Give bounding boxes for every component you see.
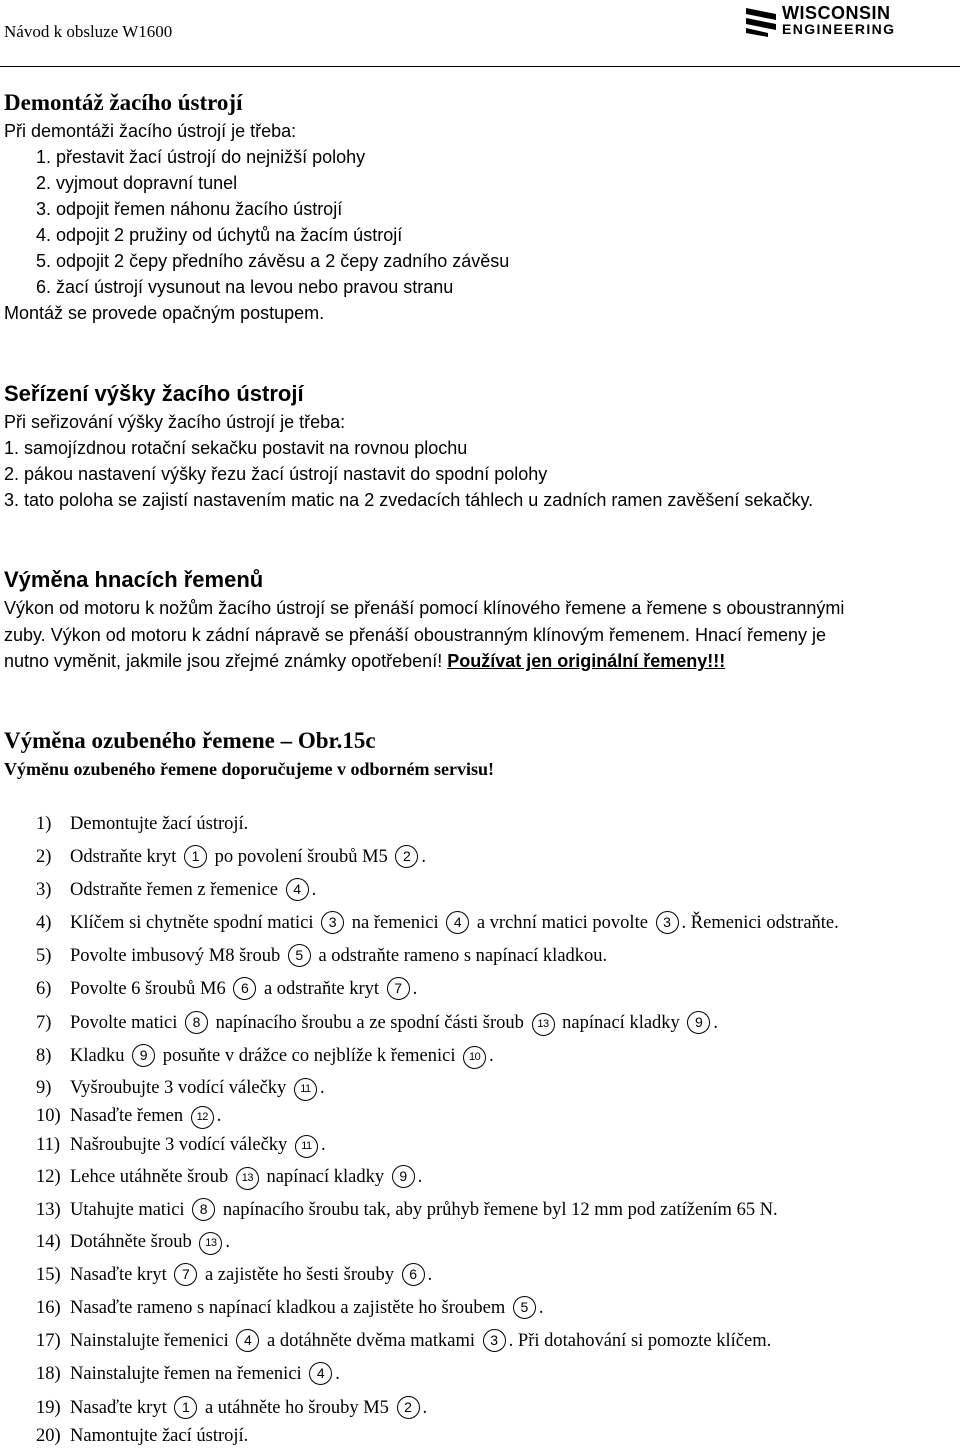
step-item xyxy=(36,1360,340,1388)
circled-number-11-icon: 11 xyxy=(295,1135,318,1158)
list-item-text: odpojit 2 pružiny od úchytů na žacím ústrojí xyxy=(56,225,403,245)
circled-number-6-icon: 6 xyxy=(402,1263,425,1286)
paragraph-text: nutno vyměnit, jakmile jsou zřejmé známky opotřebení! xyxy=(4,651,448,671)
step-text: Nainstalujte řemen na řemenici xyxy=(70,1364,307,1384)
step-number: 20) xyxy=(36,1426,61,1446)
circled-number-1-icon: 1 xyxy=(184,845,207,868)
step-text: napínací kladky xyxy=(261,1167,389,1187)
step-text: . xyxy=(427,1265,433,1285)
step-text: . xyxy=(225,1232,231,1252)
step-item xyxy=(36,1422,248,1450)
step-number: 7) xyxy=(36,1013,52,1033)
step-item xyxy=(36,942,607,970)
circled-number-2-icon: 2 xyxy=(397,1396,420,1419)
section-ozubeny-remen xyxy=(4,726,959,782)
step-number: 5) xyxy=(36,946,52,966)
section-heading: Demontáž žacího ústrojí xyxy=(4,90,243,115)
step-text: . xyxy=(421,847,427,867)
circled-number-4-icon: 4 xyxy=(286,878,309,901)
step-text: . Při dotahování si pomozte klíčem. xyxy=(508,1331,772,1351)
step-item xyxy=(36,1131,326,1159)
circled-number-8-icon: 8 xyxy=(192,1198,215,1221)
step-text: . xyxy=(412,979,418,999)
step-number: 8) xyxy=(36,1046,52,1066)
step-text: napínacího šroubu tak, aby průhyb řemene byl 12 mm pod zatížením 65 N. xyxy=(218,1200,778,1220)
list-item-number: 6. xyxy=(36,277,57,297)
step-number: 15) xyxy=(36,1265,61,1285)
step-text: po povolení šroubů M5 xyxy=(209,847,393,867)
circled-number-4-icon: 4 xyxy=(446,911,469,934)
numbered-list xyxy=(4,144,959,300)
list-item xyxy=(4,144,959,170)
list-item-text: tato poloha se zajistí nastavením matic na 2 zvedacích táhlech u zadních ramen zavěšení sekačky. xyxy=(24,490,814,510)
step-text: Klíčem si chytněte spodní matici xyxy=(70,913,319,933)
circled-number-7-icon: 7 xyxy=(387,977,410,1000)
wisconsin-logo xyxy=(744,2,894,42)
step-item xyxy=(36,1261,432,1289)
list-item-text: samojízdnou rotační sekačku postavit na rovnou plochu xyxy=(24,438,468,458)
list-item-text: vyjmout dopravní tunel xyxy=(56,173,238,193)
step-item xyxy=(36,843,426,871)
step-number: 18) xyxy=(36,1364,61,1384)
step-number: 12) xyxy=(36,1167,61,1187)
step-text: Povolte matici xyxy=(70,1013,183,1033)
section-heading: Seřízení výšky žacího ústrojí xyxy=(4,381,304,406)
step-text: . xyxy=(489,1046,494,1066)
step-text: Nasaďte rameno s napínací kladkou a zajistěte ho šroubem xyxy=(70,1298,510,1318)
section-vymena-remenu xyxy=(4,565,959,675)
list-item-number: 2. xyxy=(36,173,57,193)
section-intro: Při demontáži žacího ústrojí je třeba: xyxy=(4,121,297,141)
step-item xyxy=(36,876,316,904)
step-text: . xyxy=(417,1167,423,1187)
step-item xyxy=(36,975,417,1003)
list-item xyxy=(4,248,959,274)
step-text: napínacího šroubu a ze spodní části šroub xyxy=(211,1013,529,1033)
circled-number-3-icon: 3 xyxy=(483,1329,506,1352)
list-item-text: žací ústrojí vysunout na levou nebo pravou stranu xyxy=(56,277,454,297)
step-item xyxy=(36,1196,778,1224)
step-text: a utáhněte ho šrouby M5 xyxy=(200,1398,394,1418)
section-demontaz xyxy=(4,88,959,326)
list-item-text: pákou nastavení výšky řezu žací ústrojí nastavit do spodní polohy xyxy=(24,464,548,484)
step-text: . xyxy=(422,1398,428,1418)
circled-number-9-icon: 9 xyxy=(687,1011,710,1034)
list-item xyxy=(4,487,959,513)
circled-number-4-icon: 4 xyxy=(236,1329,259,1352)
circled-number-1-icon: 1 xyxy=(174,1396,197,1419)
step-item xyxy=(36,1009,718,1037)
section-subheading: Výměnu ozubeného řemene doporučujeme v odborném servisu! xyxy=(4,759,494,779)
step-number: 9) xyxy=(36,1078,52,1098)
list-item xyxy=(4,222,959,248)
section-intro: Při seřizování výšky žacího ústrojí je třeba: xyxy=(4,412,346,432)
page-header xyxy=(0,0,960,70)
step-number: 10) xyxy=(36,1106,61,1126)
step-text: Povolte 6 šroubů M6 xyxy=(70,979,231,999)
circled-number-12-icon: 12 xyxy=(191,1106,214,1129)
step-number: 13) xyxy=(36,1200,61,1220)
circled-number-2-icon: 2 xyxy=(395,845,418,868)
step-item xyxy=(36,1228,230,1256)
logo-emblem-icon xyxy=(744,6,778,38)
step-item xyxy=(36,1042,494,1070)
step-text: a zajistěte ho šesti šrouby xyxy=(200,1265,399,1285)
paragraph-line xyxy=(4,648,959,675)
step-text: Našroubujte 3 vodící válečky xyxy=(70,1135,292,1155)
circled-number-13-icon: 13 xyxy=(199,1232,222,1255)
list-item-number: 3. xyxy=(4,490,25,510)
step-text: Odstraňte kryt xyxy=(70,847,181,867)
circled-number-5-icon: 5 xyxy=(288,944,311,967)
paragraph-line: Výkon od motoru k nožům žacího ústrojí se přenáší pomocí klínového řemene a řemene s oboustrannými xyxy=(4,598,845,618)
logo-line-2: ENGINEERING xyxy=(782,21,896,37)
list-item-text: přestavit žací ústrojí do nejnižší polohy xyxy=(56,147,366,167)
list-item-number: 3. xyxy=(36,199,57,219)
step-text: . xyxy=(319,1078,325,1098)
section-outro: Montáž se provede opačným postupem. xyxy=(4,303,325,323)
list-item xyxy=(4,196,959,222)
step-item xyxy=(36,1394,427,1422)
step-text: a dotáhněte dvěma matkami xyxy=(262,1331,480,1351)
list-item-text: odpojit řemen náhonu žacího ústrojí xyxy=(56,199,343,219)
step-text: Utahujte matici xyxy=(70,1200,190,1220)
step-item xyxy=(36,1327,771,1355)
circled-number-9-icon: 9 xyxy=(132,1044,155,1067)
step-number: 19) xyxy=(36,1398,61,1418)
list-item-number: 1. xyxy=(36,147,57,167)
circled-number-3-icon: 3 xyxy=(321,911,344,934)
step-item xyxy=(36,1163,422,1191)
section-heading: Výměna hnacích řemenů xyxy=(4,567,264,592)
step-text: Nasaďte řemen xyxy=(70,1106,188,1126)
circled-number-4-icon: 4 xyxy=(309,1362,332,1385)
step-text: . xyxy=(311,880,317,900)
circled-number-6-icon: 6 xyxy=(233,977,256,1000)
step-text: Demontujte žací ústrojí. xyxy=(70,814,249,834)
step-number: 3) xyxy=(36,880,52,900)
step-text: . xyxy=(320,1135,326,1155)
circled-number-5-icon: 5 xyxy=(513,1296,536,1319)
section-serizeni xyxy=(4,379,959,513)
step-text: a vrchní matici povolte xyxy=(472,913,653,933)
step-number: 11) xyxy=(36,1135,60,1155)
list-item xyxy=(4,461,959,487)
step-item xyxy=(36,909,839,937)
step-number: 6) xyxy=(36,979,52,999)
circled-number-10-icon: 10 xyxy=(463,1046,486,1069)
step-text: a odstraňte rameno s napínací kladkou. xyxy=(313,946,608,966)
circled-number-3-icon: 3 xyxy=(656,911,679,934)
step-text: Nasaďte kryt xyxy=(70,1265,172,1285)
paragraph-line: zuby. Výkon od motoru k zádní nápravě se přenáší oboustranným klínovým řemenem. Hnací řemeny je xyxy=(4,624,827,645)
circled-number-13-icon: 13 xyxy=(236,1167,259,1190)
step-text: Vyšroubujte 3 vodící válečky xyxy=(70,1078,291,1098)
step-number: 16) xyxy=(36,1298,61,1318)
step-text: posuňte v drážce co nejblíže k řemenici xyxy=(158,1046,461,1066)
circled-number-11-icon: 11 xyxy=(294,1078,317,1101)
list-item xyxy=(4,170,959,196)
list-item-number: 5. xyxy=(36,251,57,271)
step-number: 1) xyxy=(36,814,52,834)
numbered-list xyxy=(4,435,959,513)
step-number: 4) xyxy=(36,913,52,933)
list-item-number: 2. xyxy=(4,464,25,484)
circled-number-9-icon: 9 xyxy=(392,1165,415,1188)
list-item-text: odpojit 2 čepy předního závěsu a 2 čepy zadního závěsu xyxy=(56,251,510,271)
step-item xyxy=(36,1102,221,1130)
step-text: Dotáhněte šroub xyxy=(70,1232,197,1252)
circled-number-13-icon: 13 xyxy=(532,1013,555,1036)
step-text: a odstraňte kryt xyxy=(259,979,384,999)
step-number: 14) xyxy=(36,1232,61,1252)
list-item-number: 4. xyxy=(36,225,57,245)
step-text: . Řemenici odstraňte. xyxy=(681,913,839,933)
circled-number-8-icon: 8 xyxy=(185,1011,208,1034)
document-title: Návod k obsluze W1600 xyxy=(4,22,173,41)
header-divider xyxy=(0,66,960,67)
step-text: Namontujte žací ústrojí. xyxy=(70,1426,249,1446)
step-text: Povolte imbusový M8 šroub xyxy=(70,946,285,966)
list-item xyxy=(4,435,959,461)
step-text: . xyxy=(538,1298,544,1318)
step-text: napínací kladky xyxy=(557,1013,685,1033)
step-text: Kladku xyxy=(70,1046,130,1066)
step-number: 17) xyxy=(36,1331,61,1351)
logo-line-1: WISCONSIN xyxy=(782,3,891,23)
circled-number-7-icon: 7 xyxy=(174,1263,197,1286)
step-text: . xyxy=(713,1013,719,1033)
step-text: . xyxy=(335,1364,340,1384)
step-text: na řemenici xyxy=(347,913,444,933)
step-item xyxy=(36,810,248,838)
section-heading: Výměna ozubeného řemene – Obr.15c xyxy=(4,728,376,753)
step-item xyxy=(36,1294,544,1322)
step-number: 2) xyxy=(36,847,52,867)
step-text: Odstraňte řemen z řemenice xyxy=(70,880,283,900)
step-text: Nasaďte kryt xyxy=(70,1398,172,1418)
step-text: Lehce utáhněte šroub xyxy=(70,1167,233,1187)
list-item xyxy=(4,274,959,300)
step-item xyxy=(36,1074,325,1102)
step-text: Nainstalujte řemenici xyxy=(70,1331,234,1351)
list-item-number: 1. xyxy=(4,438,25,458)
step-text: . xyxy=(216,1106,222,1126)
warning-text: Používat jen originální řemeny!!! xyxy=(447,651,726,671)
